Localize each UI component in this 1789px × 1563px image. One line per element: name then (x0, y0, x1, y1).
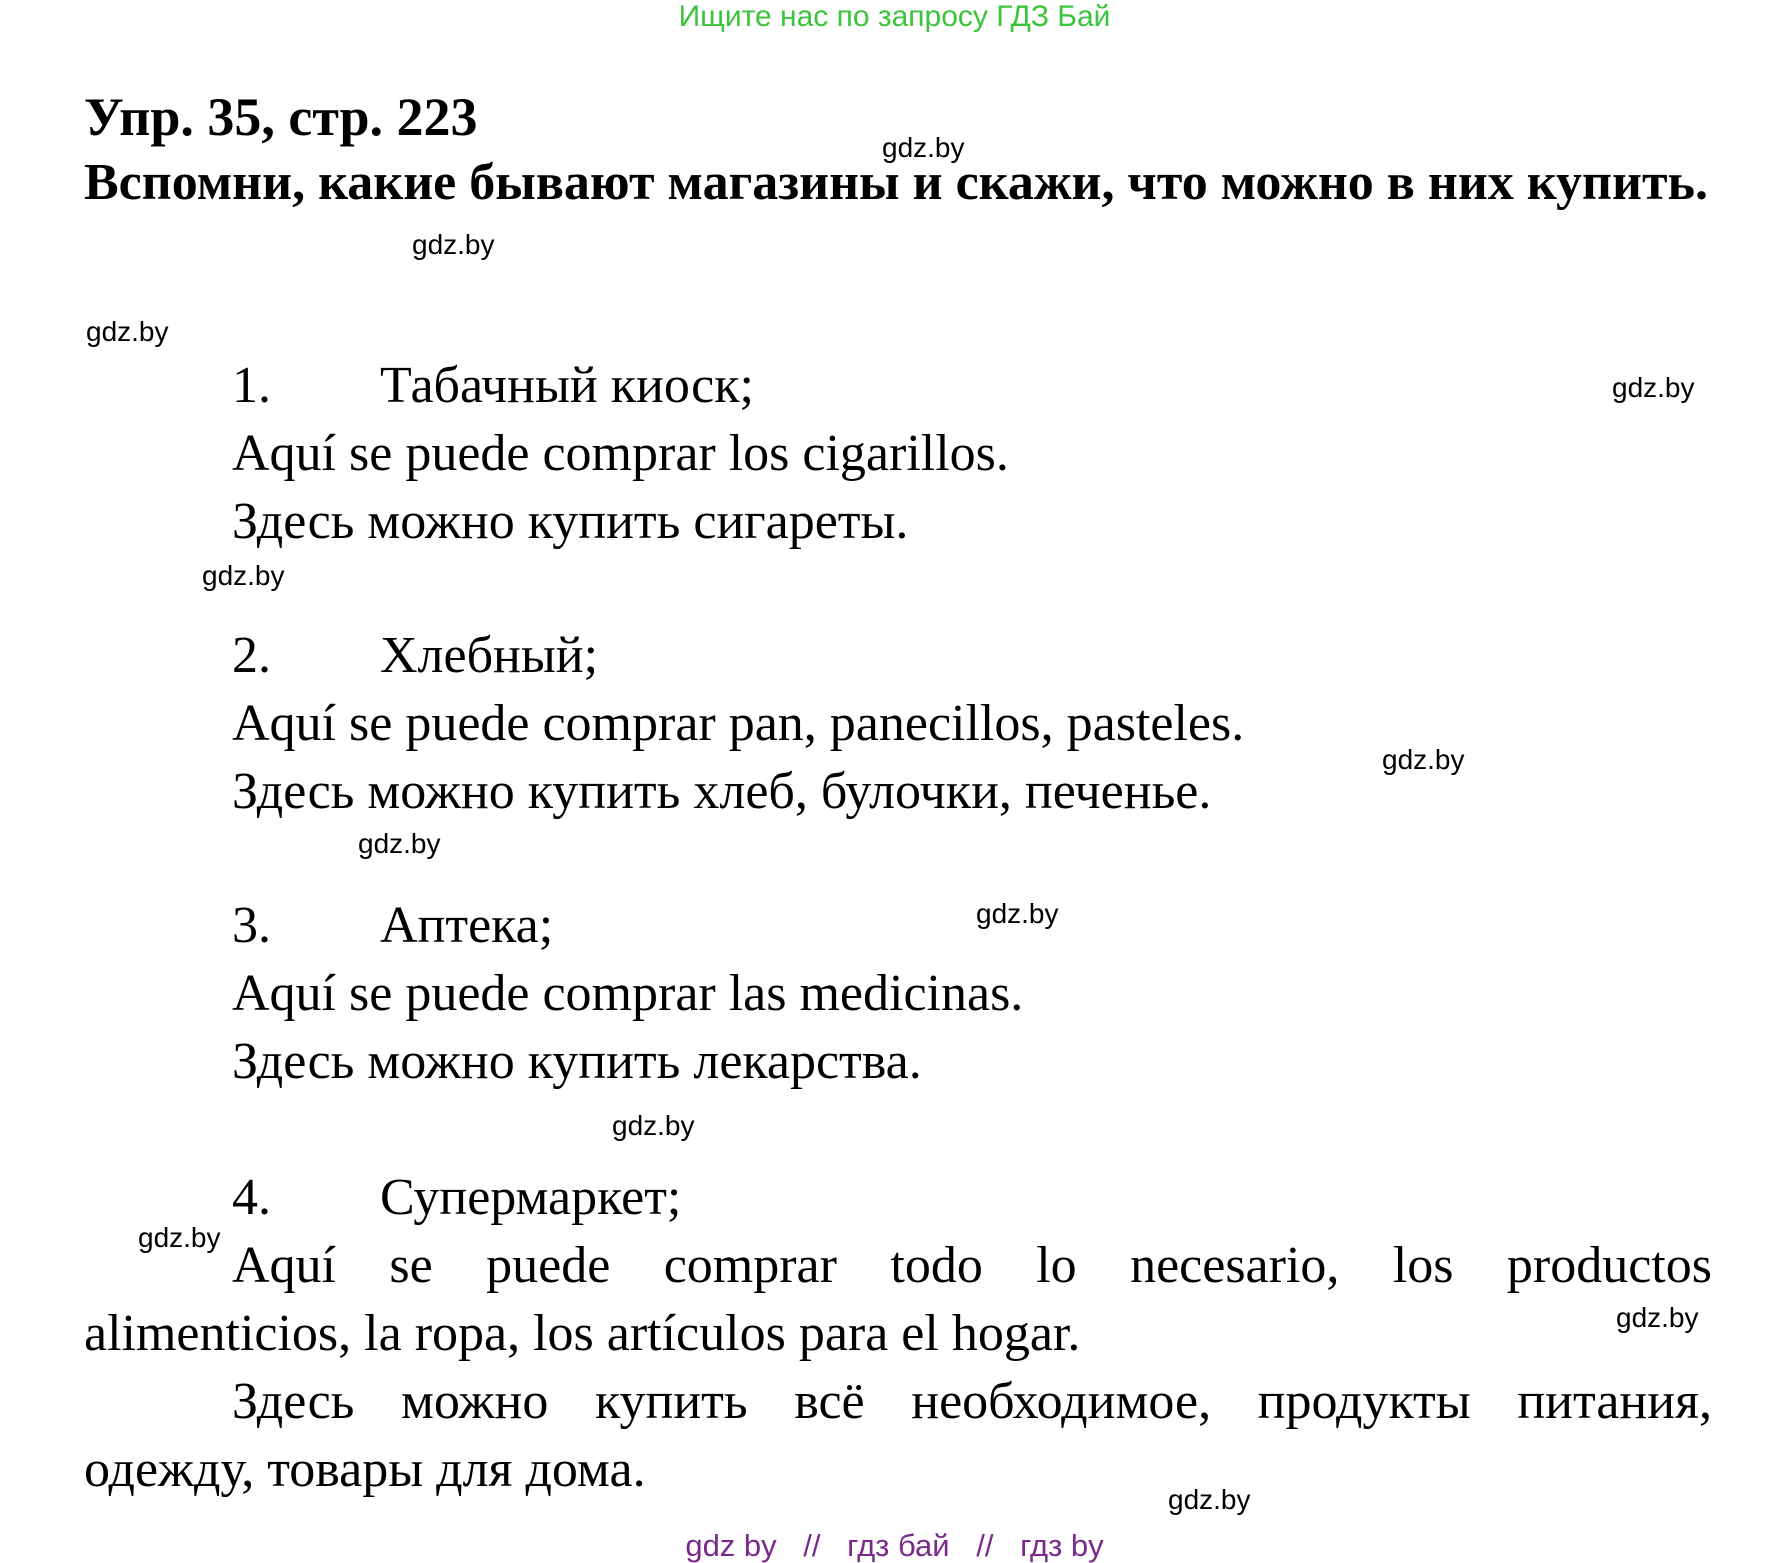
item-4-spanish-line-1: Aquí se puede comprar todo lo necesario, los productos (232, 1237, 1712, 1294)
item-3-russian: Здесь можно купить лекарства. (232, 1033, 922, 1090)
item-4-russian-line-1: Здесь можно купить всё необходимое, продукты питания, (232, 1373, 1712, 1430)
item-number: 2. (232, 627, 271, 684)
watermark: gdz.by (1612, 372, 1695, 403)
item-1-spanish: Aquí se puede comprar los cigarillos. (232, 425, 1009, 482)
item-title: Аптека; (380, 897, 554, 954)
watermark: gdz.by (202, 560, 285, 591)
item-4-spanish-line-2: alimenticios, la ropa, los artículos para el hogar. (84, 1305, 1081, 1362)
task-statement: Вспомни, какие бывают магазины и скажи, что можно в них купить. (84, 154, 1708, 211)
item-title: Хлебный; (380, 627, 599, 684)
top-banner: Ищите нас по запросу ГДЗ Бай (678, 0, 1111, 33)
exercise-heading: Упр. 35, стр. 223 (84, 87, 478, 147)
item-2-russian: Здесь можно купить хлеб, булочки, печенье. (232, 763, 1212, 820)
watermark: gdz.by (1168, 1484, 1251, 1515)
footer-links (0, 1528, 1789, 1563)
item-title: Супермаркет; (380, 1169, 682, 1226)
watermark: gdz.by (1382, 744, 1465, 775)
watermark: gdz.by (976, 898, 1059, 929)
footer-link-gdz-by-cyr[interactable]: гдз by (1020, 1528, 1104, 1563)
item-3-title-line (232, 896, 553, 956)
footer-separator: // (976, 1528, 994, 1563)
footer-link-gdz-by[interactable]: gdz by (685, 1528, 777, 1563)
item-3-spanish: Aquí se puede comprar las medicinas. (232, 965, 1024, 1022)
item-4-title-line (232, 1168, 681, 1228)
watermark: gdz.by (358, 828, 441, 859)
item-number: 1. (232, 357, 271, 414)
watermark: gdz.by (882, 132, 965, 163)
watermark: gdz.by (138, 1222, 221, 1253)
footer-separator: // (803, 1528, 821, 1563)
item-title: Табачный киоск; (380, 357, 754, 414)
item-2-spanish: Aquí se puede comprar pan, panecillos, pasteles. (232, 695, 1245, 752)
item-1-russian: Здесь можно купить сигареты. (232, 493, 909, 550)
watermark: gdz.by (612, 1110, 695, 1141)
watermark: gdz.by (1616, 1302, 1699, 1333)
footer-link-gdz-bai[interactable]: гдз бай (847, 1528, 950, 1563)
item-2-title-line (232, 626, 598, 686)
watermark: gdz.by (412, 229, 495, 260)
item-1-title-line (232, 356, 754, 416)
item-number: 3. (232, 897, 271, 954)
item-4-russian-line-2: одежду, товары для дома. (84, 1441, 646, 1498)
watermark: gdz.by (86, 316, 169, 347)
item-number: 4. (232, 1169, 271, 1226)
